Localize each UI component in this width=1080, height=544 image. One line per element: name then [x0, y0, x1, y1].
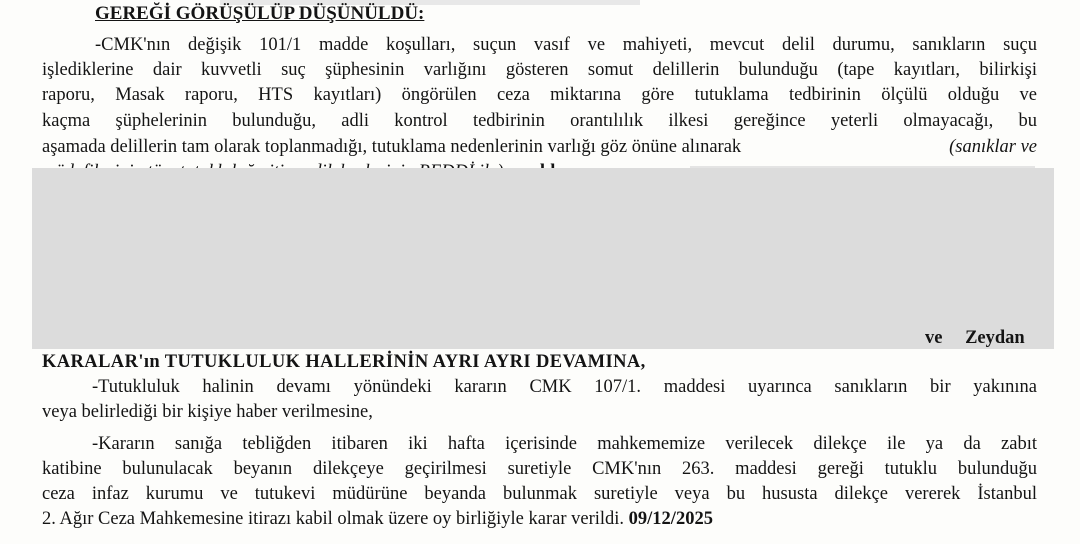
paragraph-line: [42, 135, 1037, 159]
section-heading: GEREĞİ GÖRÜŞÜLÜP DÜŞÜNÜLDÜ:: [95, 3, 425, 24]
paragraph-line: katibine bulunulacak beyanın dilekçeye geçirilmesi suretiyle CMK'nın 263. maddesi gereği tutuklu bulunduğu: [42, 459, 1037, 479]
paragraph-line: ceza infaz kurumu ve tutukevi müdürüne beyanda bulunmak suretiyle veya bu hususta dilekçe vererek İstanbul: [42, 484, 1037, 504]
italic-text: (sanıklar ve: [949, 137, 1037, 157]
paragraph-line: kaçma şüphelerinin bulunduğu, adli kontrol tedbirinin orantılılık ilkesi gereğince yeterli olmayacağı, bu: [42, 111, 1037, 131]
decision-line: KARALAR'ın TUTUKLULUK HALLERİNİN AYRI AYRI DEVAMINA,: [42, 352, 646, 372]
decision-date: 09/12/2025: [628, 509, 713, 529]
paragraph-line: raporu, Masak raporu, HTS kayıtları) öngörülen ceza miktarına göre tutuklama tedbirinin ölçülü olduğu ve: [42, 85, 1037, 105]
paragraph-line: veya belirlediği bir kişiye haber verilmesine,: [42, 402, 373, 422]
paragraph-line: [42, 507, 713, 531]
paragraph-line: -CMK'nın değişik 101/1 madde koşulları, suçun vasıf ve mahiyeti, mevcut delil durumu, sanıkların suçu: [95, 35, 1037, 55]
paragraph-text: aşamada delillerin tam olarak toplanmadığı, tutuklama nedenlerinin varlığı göz önüne alınarak: [42, 137, 742, 157]
paragraph-text: 2. Ağır Ceza Mahkemesine itirazı kabil olmak üzere oy birliğiyle karar verildi.: [42, 509, 625, 529]
name-tail: ve Zeydan: [925, 328, 1025, 348]
paragraph-line: -Kararın sanığa tebliğden itibaren iki hafta içerisinde mahkememize verilecek dilekçe ile ya da zabıt: [92, 434, 1037, 454]
paragraph-line: işlediklerine dair kuvvetli suç şüphesinin varlığını gösteren somut delillerin bulunduğu (tape kayıtları, bilirkişi: [42, 60, 1037, 80]
redaction-block: [32, 168, 1054, 349]
paragraph-line: -Tutukluluk halinin devamı yönündeki kararın CMK 107/1. maddesi uyarınca sanıkların bir yakınına: [92, 377, 1037, 397]
